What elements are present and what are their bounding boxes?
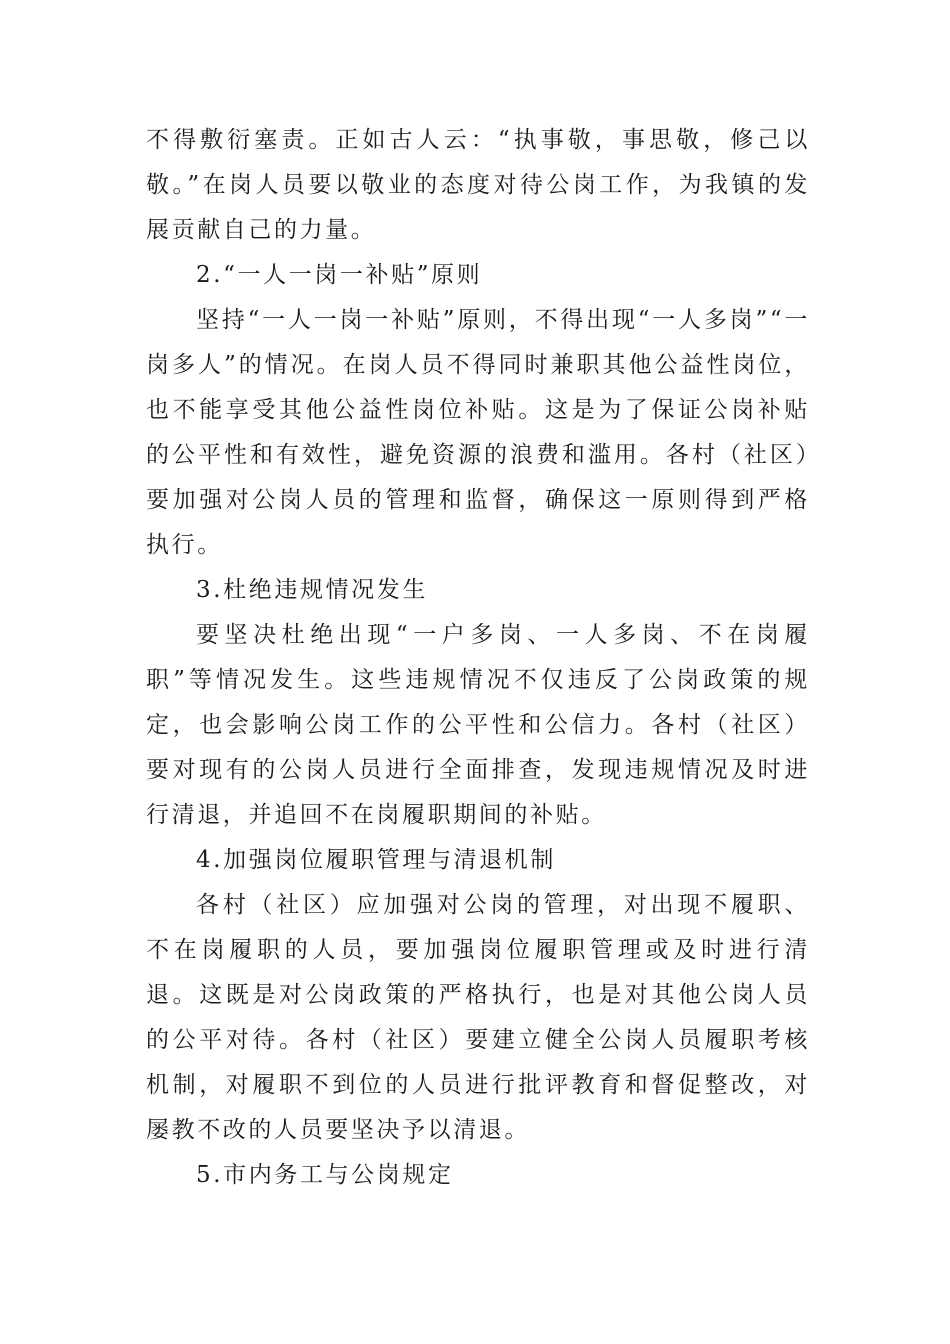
document-body [146, 118, 810, 1198]
paragraph-section-3: 要坚决杜绝出现“一户多岗、一人多岗、不在岗履职”等情况发生。这些违规情况不仅违反了公岗政策的规定，也会影响公岗工作的公平性和公信力。各村（社区）要对现有的公岗人员进行全面排查，发现违规情况及时进行清退，并追回不在岗履职期间的补贴。 [146, 622, 810, 828]
section-heading-4: 4.加强岗位履职管理与清退机制 [196, 847, 556, 873]
paragraph-section-2: 坚持“一人一岗一补贴”原则，不得出现“一人多岗”“一岗多人”的情况。在岗人员不得同时兼职其他公益性岗位，也不能享受其他公益性岗位补贴。这是为了保证公岗补贴的公平性和有效性，避免资源的浪费和滥用。各村（社区）要加强对公岗人员的管理和监督，确保这一原则得到严格执行。 [146, 307, 810, 558]
paragraph-continuation: 不得敷衍塞责。正如古人云：“执事敬，事思敬，修己以敬。”在岗人员要以敬业的态度对待公岗工作，为我镇的发展贡献自己的力量。 [146, 127, 810, 243]
section-heading-2: 2.“一人一岗一补贴”原则 [196, 262, 483, 288]
section-heading-3: 3.杜绝违规情况发生 [196, 577, 428, 603]
paragraph-section-4: 各村（社区）应加强对公岗的管理，对出现不履职、不在岗履职的人员，要加强岗位履职管理或及时进行清退。这既是对公岗政策的严格执行，也是对其他公岗人员的公平对待。各村（社区）要建立健全公岗人员履职考核机制，对履职不到位的人员进行批评教育和督促整改，对屡教不改的人员要坚决予以清退。 [146, 892, 810, 1143]
section-heading-5: 5.市内务工与公岗规定 [196, 1162, 454, 1188]
